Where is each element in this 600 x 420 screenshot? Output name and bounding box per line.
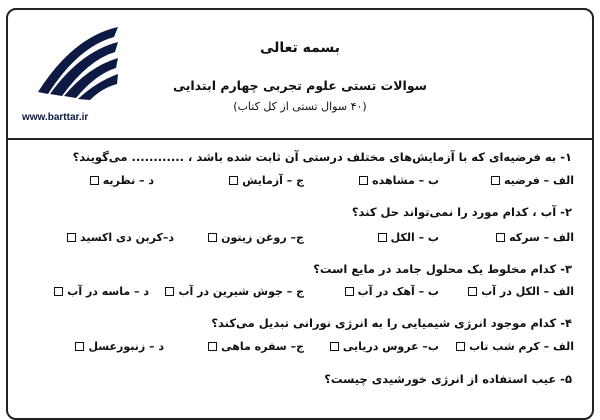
option-label: ب – مشاهده	[372, 174, 439, 187]
option-label: الف – کرم شب تاب	[469, 340, 574, 353]
option-label: د – ماسه در آب	[67, 285, 149, 298]
option-label: الف – فرضیه	[504, 174, 574, 187]
option-label: د–کربن دی اکسید	[79, 231, 174, 244]
checkbox[interactable]	[67, 233, 76, 242]
checkbox[interactable]	[359, 176, 368, 185]
option-label: د – زنبورعسل	[88, 340, 164, 353]
option-label: د – نظریه	[102, 174, 154, 187]
option-label: ج– روغن زیتون	[221, 231, 304, 244]
checkbox[interactable]	[491, 176, 500, 185]
option-label: ج– سفره ماهی	[221, 340, 304, 353]
checkbox[interactable]	[90, 176, 99, 185]
option-label: ب– عروس دریایی	[342, 340, 439, 353]
option-3c[interactable]	[165, 285, 304, 298]
header-divider	[6, 138, 594, 140]
question-2: ۲- آب ، کدام مورد را نمی‌تواند حل کند؟	[351, 205, 572, 219]
basmala-heading: بسمه تعالی	[259, 40, 341, 56]
question-5: ۵- عیب استفاده از انرژی خورشیدی چیست؟	[324, 372, 572, 386]
question-4-options	[14, 340, 574, 356]
question-1-options	[14, 174, 574, 190]
option-1b[interactable]	[359, 174, 439, 187]
question-2-options	[14, 231, 574, 247]
option-3b[interactable]	[345, 285, 439, 298]
checkbox[interactable]	[456, 342, 465, 351]
checkbox[interactable]	[165, 287, 174, 296]
checkbox[interactable]	[468, 287, 477, 296]
option-4b[interactable]	[330, 340, 439, 353]
option-1c[interactable]	[229, 174, 304, 187]
option-2c[interactable]	[208, 231, 304, 244]
checkbox[interactable]	[330, 342, 339, 351]
question-3: ۳- کدام مخلوط یک محلول جامد در مایع است؟	[313, 262, 572, 276]
option-1d[interactable]	[90, 174, 154, 187]
question-4: ۴- کدام موجود انرژی شیمیایی را به انرژی نورانی تبدیل می‌کند؟	[211, 316, 572, 330]
option-4d[interactable]	[75, 340, 164, 353]
question-3-options	[14, 285, 574, 301]
checkbox[interactable]	[54, 287, 63, 296]
page-title: سوالات تستی علوم تجربی چهارم ابتدایی	[173, 78, 427, 93]
option-3d[interactable]	[54, 285, 149, 298]
option-label: ج – جوش شیرین در آب	[178, 285, 304, 298]
checkbox[interactable]	[345, 287, 354, 296]
question-1: ۱- به فرضیه‌ای که با آزمایش‌های مختلف درستی آن ثابت شده باشد ، ............ می‌گویند؟	[72, 150, 572, 164]
checkbox[interactable]	[229, 176, 238, 185]
option-2a[interactable]	[496, 231, 574, 244]
checkbox[interactable]	[208, 233, 217, 242]
checkbox[interactable]	[75, 342, 84, 351]
option-label: ج – آزمایش	[242, 174, 304, 187]
option-label: الف – سرکه	[509, 231, 574, 244]
option-2b[interactable]	[378, 231, 439, 244]
option-label: ب – آهک در آب	[357, 285, 439, 298]
checkbox[interactable]	[496, 233, 505, 242]
option-2d[interactable]	[67, 231, 174, 244]
option-3a[interactable]	[468, 285, 574, 298]
option-label: ب – الکل	[390, 231, 439, 244]
logo-url: www.barttar.ir	[22, 112, 89, 123]
option-4a[interactable]	[456, 340, 574, 353]
option-label: الف – الکل در آب	[481, 285, 574, 298]
option-4c[interactable]	[208, 340, 304, 353]
option-1a[interactable]	[491, 174, 574, 187]
checkbox[interactable]	[378, 233, 387, 242]
barttar-logo	[18, 22, 128, 122]
checkbox[interactable]	[208, 342, 217, 351]
page-subtitle: (۴۰ سوال تستی از کل کتاب)	[233, 100, 367, 113]
